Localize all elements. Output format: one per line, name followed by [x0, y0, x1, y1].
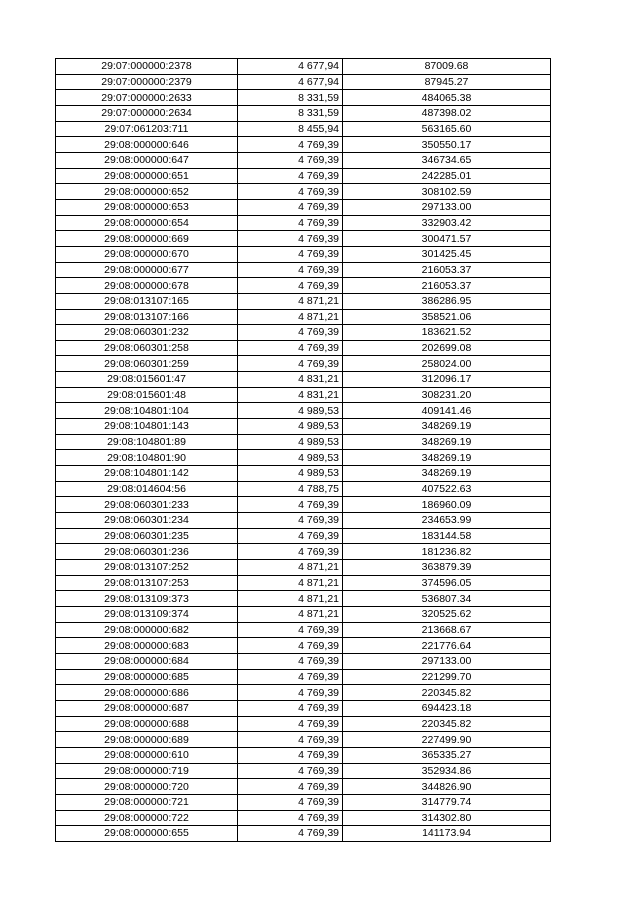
specific-value-cell: 4 769,39	[238, 278, 343, 294]
cadastral-number-cell: 29:08:000000:646	[56, 137, 238, 153]
cadastral-value-cell: 314779.74	[343, 794, 551, 810]
table-row	[56, 105, 551, 121]
cadastral-number-cell: 29:07:000000:2379	[56, 74, 238, 90]
specific-value-cell: 4 871,21	[238, 560, 343, 576]
cadastral-number-cell: 29:08:013107:166	[56, 309, 238, 325]
specific-value-cell: 4 769,39	[238, 747, 343, 763]
cadastral-number-cell: 29:08:060301:234	[56, 513, 238, 529]
cadastral-number-cell: 29:07:000000:2634	[56, 105, 238, 121]
specific-value-cell: 8 455,94	[238, 121, 343, 137]
specific-value-cell: 4 769,39	[238, 215, 343, 231]
table-row	[56, 90, 551, 106]
table-row	[56, 231, 551, 247]
table-row	[56, 74, 551, 90]
cadastral-number-cell: 29:08:000000:689	[56, 732, 238, 748]
specific-value-cell: 4 769,39	[238, 826, 343, 842]
cadastral-value-cell: 258024.00	[343, 356, 551, 372]
specific-value-cell: 4 831,21	[238, 387, 343, 403]
cadastral-value-cell: 386286.95	[343, 293, 551, 309]
cadastral-number-cell: 29:08:000000:670	[56, 246, 238, 262]
table-row	[56, 794, 551, 810]
specific-value-cell: 4 769,39	[238, 137, 343, 153]
table-row	[56, 747, 551, 763]
table-row	[56, 606, 551, 622]
cadastral-number-cell: 29:08:015601:48	[56, 387, 238, 403]
cadastral-number-cell: 29:08:013109:374	[56, 606, 238, 622]
cadastral-value-cell: 186960.09	[343, 497, 551, 513]
table-row	[56, 121, 551, 137]
cadastral-value-cell: 242285.01	[343, 168, 551, 184]
cadastral-number-cell: 29:08:000000:678	[56, 278, 238, 294]
table-row	[56, 419, 551, 435]
table-row	[56, 168, 551, 184]
cadastral-number-cell: 29:08:000000:651	[56, 168, 238, 184]
table-row	[56, 497, 551, 513]
cadastral-value-cell: 297133.00	[343, 199, 551, 215]
specific-value-cell: 4 769,39	[238, 152, 343, 168]
specific-value-cell: 4 989,53	[238, 450, 343, 466]
cadastral-value-cell: 300471.57	[343, 231, 551, 247]
cadastral-number-cell: 29:08:060301:235	[56, 528, 238, 544]
cadastral-number-cell: 29:08:060301:259	[56, 356, 238, 372]
cadastral-value-cell: 234653.99	[343, 513, 551, 529]
specific-value-cell: 4 989,53	[238, 434, 343, 450]
specific-value-cell: 4 769,39	[238, 622, 343, 638]
table-row	[56, 779, 551, 795]
specific-value-cell: 8 331,59	[238, 90, 343, 106]
specific-value-cell: 4 989,53	[238, 403, 343, 419]
cadastral-number-cell: 29:07:000000:2378	[56, 59, 238, 75]
cadastral-value-cell: 202699.08	[343, 340, 551, 356]
cadastral-value-cell: 297133.00	[343, 653, 551, 669]
cadastral-number-cell: 29:08:000000:687	[56, 700, 238, 716]
table-row	[56, 700, 551, 716]
cadastral-number-cell: 29:08:000000:682	[56, 622, 238, 638]
cadastral-value-cell: 87945.27	[343, 74, 551, 90]
specific-value-cell: 4 769,39	[238, 246, 343, 262]
table-row	[56, 293, 551, 309]
cadastral-value-cell: 348269.19	[343, 434, 551, 450]
specific-value-cell: 4 871,21	[238, 309, 343, 325]
table-row	[56, 59, 551, 75]
cadastral-value-cell: 216053.37	[343, 262, 551, 278]
cadastral-number-cell: 29:08:013109:373	[56, 591, 238, 607]
specific-value-cell: 4 769,39	[238, 325, 343, 341]
table-row	[56, 137, 551, 153]
cadastral-value-cell: 87009.68	[343, 59, 551, 75]
cadastral-value-cell: 358521.06	[343, 309, 551, 325]
table-row	[56, 528, 551, 544]
table-row	[56, 262, 551, 278]
specific-value-cell: 4 769,39	[238, 199, 343, 215]
cadastral-value-cell: 314302.80	[343, 810, 551, 826]
table-row	[56, 826, 551, 842]
cadastral-number-cell: 29:08:060301:233	[56, 497, 238, 513]
table-row	[56, 638, 551, 654]
cadastral-value-cell: 346734.65	[343, 152, 551, 168]
cadastral-value-cell: 301425.45	[343, 246, 551, 262]
cadastral-value-cell: 350550.17	[343, 137, 551, 153]
table-row	[56, 450, 551, 466]
cadastral-value-cell: 220345.82	[343, 716, 551, 732]
cadastral-number-cell: 29:08:000000:647	[56, 152, 238, 168]
specific-value-cell: 4 769,39	[238, 685, 343, 701]
cadastral-value-cell: 487398.02	[343, 105, 551, 121]
cadastral-number-cell: 29:08:000000:685	[56, 669, 238, 685]
cadastral-value-cell: 344826.90	[343, 779, 551, 795]
table-row	[56, 356, 551, 372]
cadastral-number-cell: 29:08:104801:142	[56, 466, 238, 482]
cadastral-number-cell: 29:07:061203:711	[56, 121, 238, 137]
cadastral-number-cell: 29:08:104801:89	[56, 434, 238, 450]
table-body	[56, 59, 551, 842]
cadastral-number-cell: 29:07:000000:2633	[56, 90, 238, 106]
table-row	[56, 246, 551, 262]
cadastral-value-cell: 221776.64	[343, 638, 551, 654]
specific-value-cell: 4 769,39	[238, 497, 343, 513]
cadastral-value-cell: 181236.82	[343, 544, 551, 560]
specific-value-cell: 4 769,39	[238, 231, 343, 247]
specific-value-cell: 4 871,21	[238, 591, 343, 607]
table-row	[56, 622, 551, 638]
table-row	[56, 763, 551, 779]
specific-value-cell: 4 769,39	[238, 732, 343, 748]
specific-value-cell: 4 788,75	[238, 481, 343, 497]
cadastral-value-cell: 348269.19	[343, 419, 551, 435]
specific-value-cell: 8 331,59	[238, 105, 343, 121]
specific-value-cell: 4 769,39	[238, 794, 343, 810]
table-row	[56, 716, 551, 732]
cadastral-value-cell: 484065.38	[343, 90, 551, 106]
cadastral-number-cell: 29:08:000000:722	[56, 810, 238, 826]
cadastral-value-cell: 213668.67	[343, 622, 551, 638]
specific-value-cell: 4 989,53	[238, 419, 343, 435]
cadastral-value-cell: 308102.59	[343, 184, 551, 200]
specific-value-cell: 4 677,94	[238, 74, 343, 90]
cadastral-value-cell: 183621.52	[343, 325, 551, 341]
cadastral-number-cell: 29:08:000000:721	[56, 794, 238, 810]
table-row	[56, 184, 551, 200]
specific-value-cell: 4 769,39	[238, 700, 343, 716]
table-row	[56, 560, 551, 576]
table-row	[56, 810, 551, 826]
specific-value-cell: 4 769,39	[238, 763, 343, 779]
specific-value-cell: 4 769,39	[238, 653, 343, 669]
specific-value-cell: 4 769,39	[238, 779, 343, 795]
specific-value-cell: 4 769,39	[238, 716, 343, 732]
cadastral-value-cell: 536807.34	[343, 591, 551, 607]
cadastral-value-cell: 363879.39	[343, 560, 551, 576]
table-row	[56, 685, 551, 701]
cadastral-number-cell: 29:08:060301:236	[56, 544, 238, 560]
cadastral-value-cell: 352934.86	[343, 763, 551, 779]
specific-value-cell: 4 769,39	[238, 340, 343, 356]
table-row	[56, 215, 551, 231]
table-row	[56, 732, 551, 748]
cadastral-number-cell: 29:08:060301:258	[56, 340, 238, 356]
cadastral-number-cell: 29:08:060301:232	[56, 325, 238, 341]
cadastral-number-cell: 29:08:000000:720	[56, 779, 238, 795]
cadastral-number-cell: 29:08:000000:719	[56, 763, 238, 779]
cadastral-number-cell: 29:08:000000:654	[56, 215, 238, 231]
cadastral-value-cell: 407522.63	[343, 481, 551, 497]
specific-value-cell: 4 769,39	[238, 262, 343, 278]
cadastral-value-table	[55, 58, 551, 842]
specific-value-cell: 4 989,53	[238, 466, 343, 482]
cadastral-number-cell: 29:08:000000:684	[56, 653, 238, 669]
cadastral-number-cell: 29:08:013107:252	[56, 560, 238, 576]
table-row	[56, 278, 551, 294]
cadastral-value-cell: 374596.05	[343, 575, 551, 591]
cadastral-number-cell: 29:08:013107:165	[56, 293, 238, 309]
cadastral-number-cell: 29:08:015601:47	[56, 372, 238, 388]
table-row	[56, 653, 551, 669]
cadastral-value-cell: 409141.46	[343, 403, 551, 419]
specific-value-cell: 4 769,39	[238, 513, 343, 529]
specific-value-cell: 4 769,39	[238, 184, 343, 200]
table-row	[56, 591, 551, 607]
cadastral-number-cell: 29:08:000000:610	[56, 747, 238, 763]
cadastral-number-cell: 29:08:000000:652	[56, 184, 238, 200]
table-row	[56, 403, 551, 419]
specific-value-cell: 4 831,21	[238, 372, 343, 388]
cadastral-value-cell: 332903.42	[343, 215, 551, 231]
cadastral-number-cell: 29:08:000000:655	[56, 826, 238, 842]
cadastral-number-cell: 29:08:013107:253	[56, 575, 238, 591]
table-row	[56, 481, 551, 497]
cadastral-value-cell: 220345.82	[343, 685, 551, 701]
table-row	[56, 669, 551, 685]
cadastral-number-cell: 29:08:000000:669	[56, 231, 238, 247]
cadastral-value-cell: 312096.17	[343, 372, 551, 388]
specific-value-cell: 4 769,39	[238, 810, 343, 826]
table-row	[56, 199, 551, 215]
specific-value-cell: 4 871,21	[238, 606, 343, 622]
cadastral-number-cell: 29:08:000000:677	[56, 262, 238, 278]
table-row	[56, 309, 551, 325]
table-row	[56, 372, 551, 388]
table-row	[56, 387, 551, 403]
cadastral-number-cell: 29:08:014604:56	[56, 481, 238, 497]
cadastral-value-cell: 365335.27	[343, 747, 551, 763]
cadastral-number-cell: 29:08:000000:683	[56, 638, 238, 654]
cadastral-value-cell: 216053.37	[343, 278, 551, 294]
specific-value-cell: 4 871,21	[238, 293, 343, 309]
cadastral-value-cell: 141173.94	[343, 826, 551, 842]
cadastral-value-cell: 320525.62	[343, 606, 551, 622]
table-row	[56, 152, 551, 168]
cadastral-value-cell: 348269.19	[343, 466, 551, 482]
cadastral-number-cell: 29:08:104801:104	[56, 403, 238, 419]
cadastral-value-cell: 227499.90	[343, 732, 551, 748]
cadastral-number-cell: 29:08:104801:90	[56, 450, 238, 466]
table-row	[56, 340, 551, 356]
specific-value-cell: 4 769,39	[238, 168, 343, 184]
specific-value-cell: 4 677,94	[238, 59, 343, 75]
table-row	[56, 466, 551, 482]
cadastral-number-cell: 29:08:000000:653	[56, 199, 238, 215]
table-row	[56, 544, 551, 560]
specific-value-cell: 4 769,39	[238, 528, 343, 544]
specific-value-cell: 4 769,39	[238, 544, 343, 560]
table-row	[56, 513, 551, 529]
cadastral-value-cell: 308231.20	[343, 387, 551, 403]
specific-value-cell: 4 769,39	[238, 669, 343, 685]
table-row	[56, 434, 551, 450]
specific-value-cell: 4 769,39	[238, 638, 343, 654]
specific-value-cell: 4 769,39	[238, 356, 343, 372]
specific-value-cell: 4 871,21	[238, 575, 343, 591]
cadastral-value-cell: 563165.60	[343, 121, 551, 137]
cadastral-number-cell: 29:08:000000:688	[56, 716, 238, 732]
cadastral-number-cell: 29:08:000000:686	[56, 685, 238, 701]
cadastral-value-cell: 348269.19	[343, 450, 551, 466]
table-row	[56, 575, 551, 591]
table-row	[56, 325, 551, 341]
cadastral-value-cell: 694423.18	[343, 700, 551, 716]
cadastral-number-cell: 29:08:104801:143	[56, 419, 238, 435]
cadastral-value-cell: 221299.70	[343, 669, 551, 685]
cadastral-value-cell: 183144.58	[343, 528, 551, 544]
